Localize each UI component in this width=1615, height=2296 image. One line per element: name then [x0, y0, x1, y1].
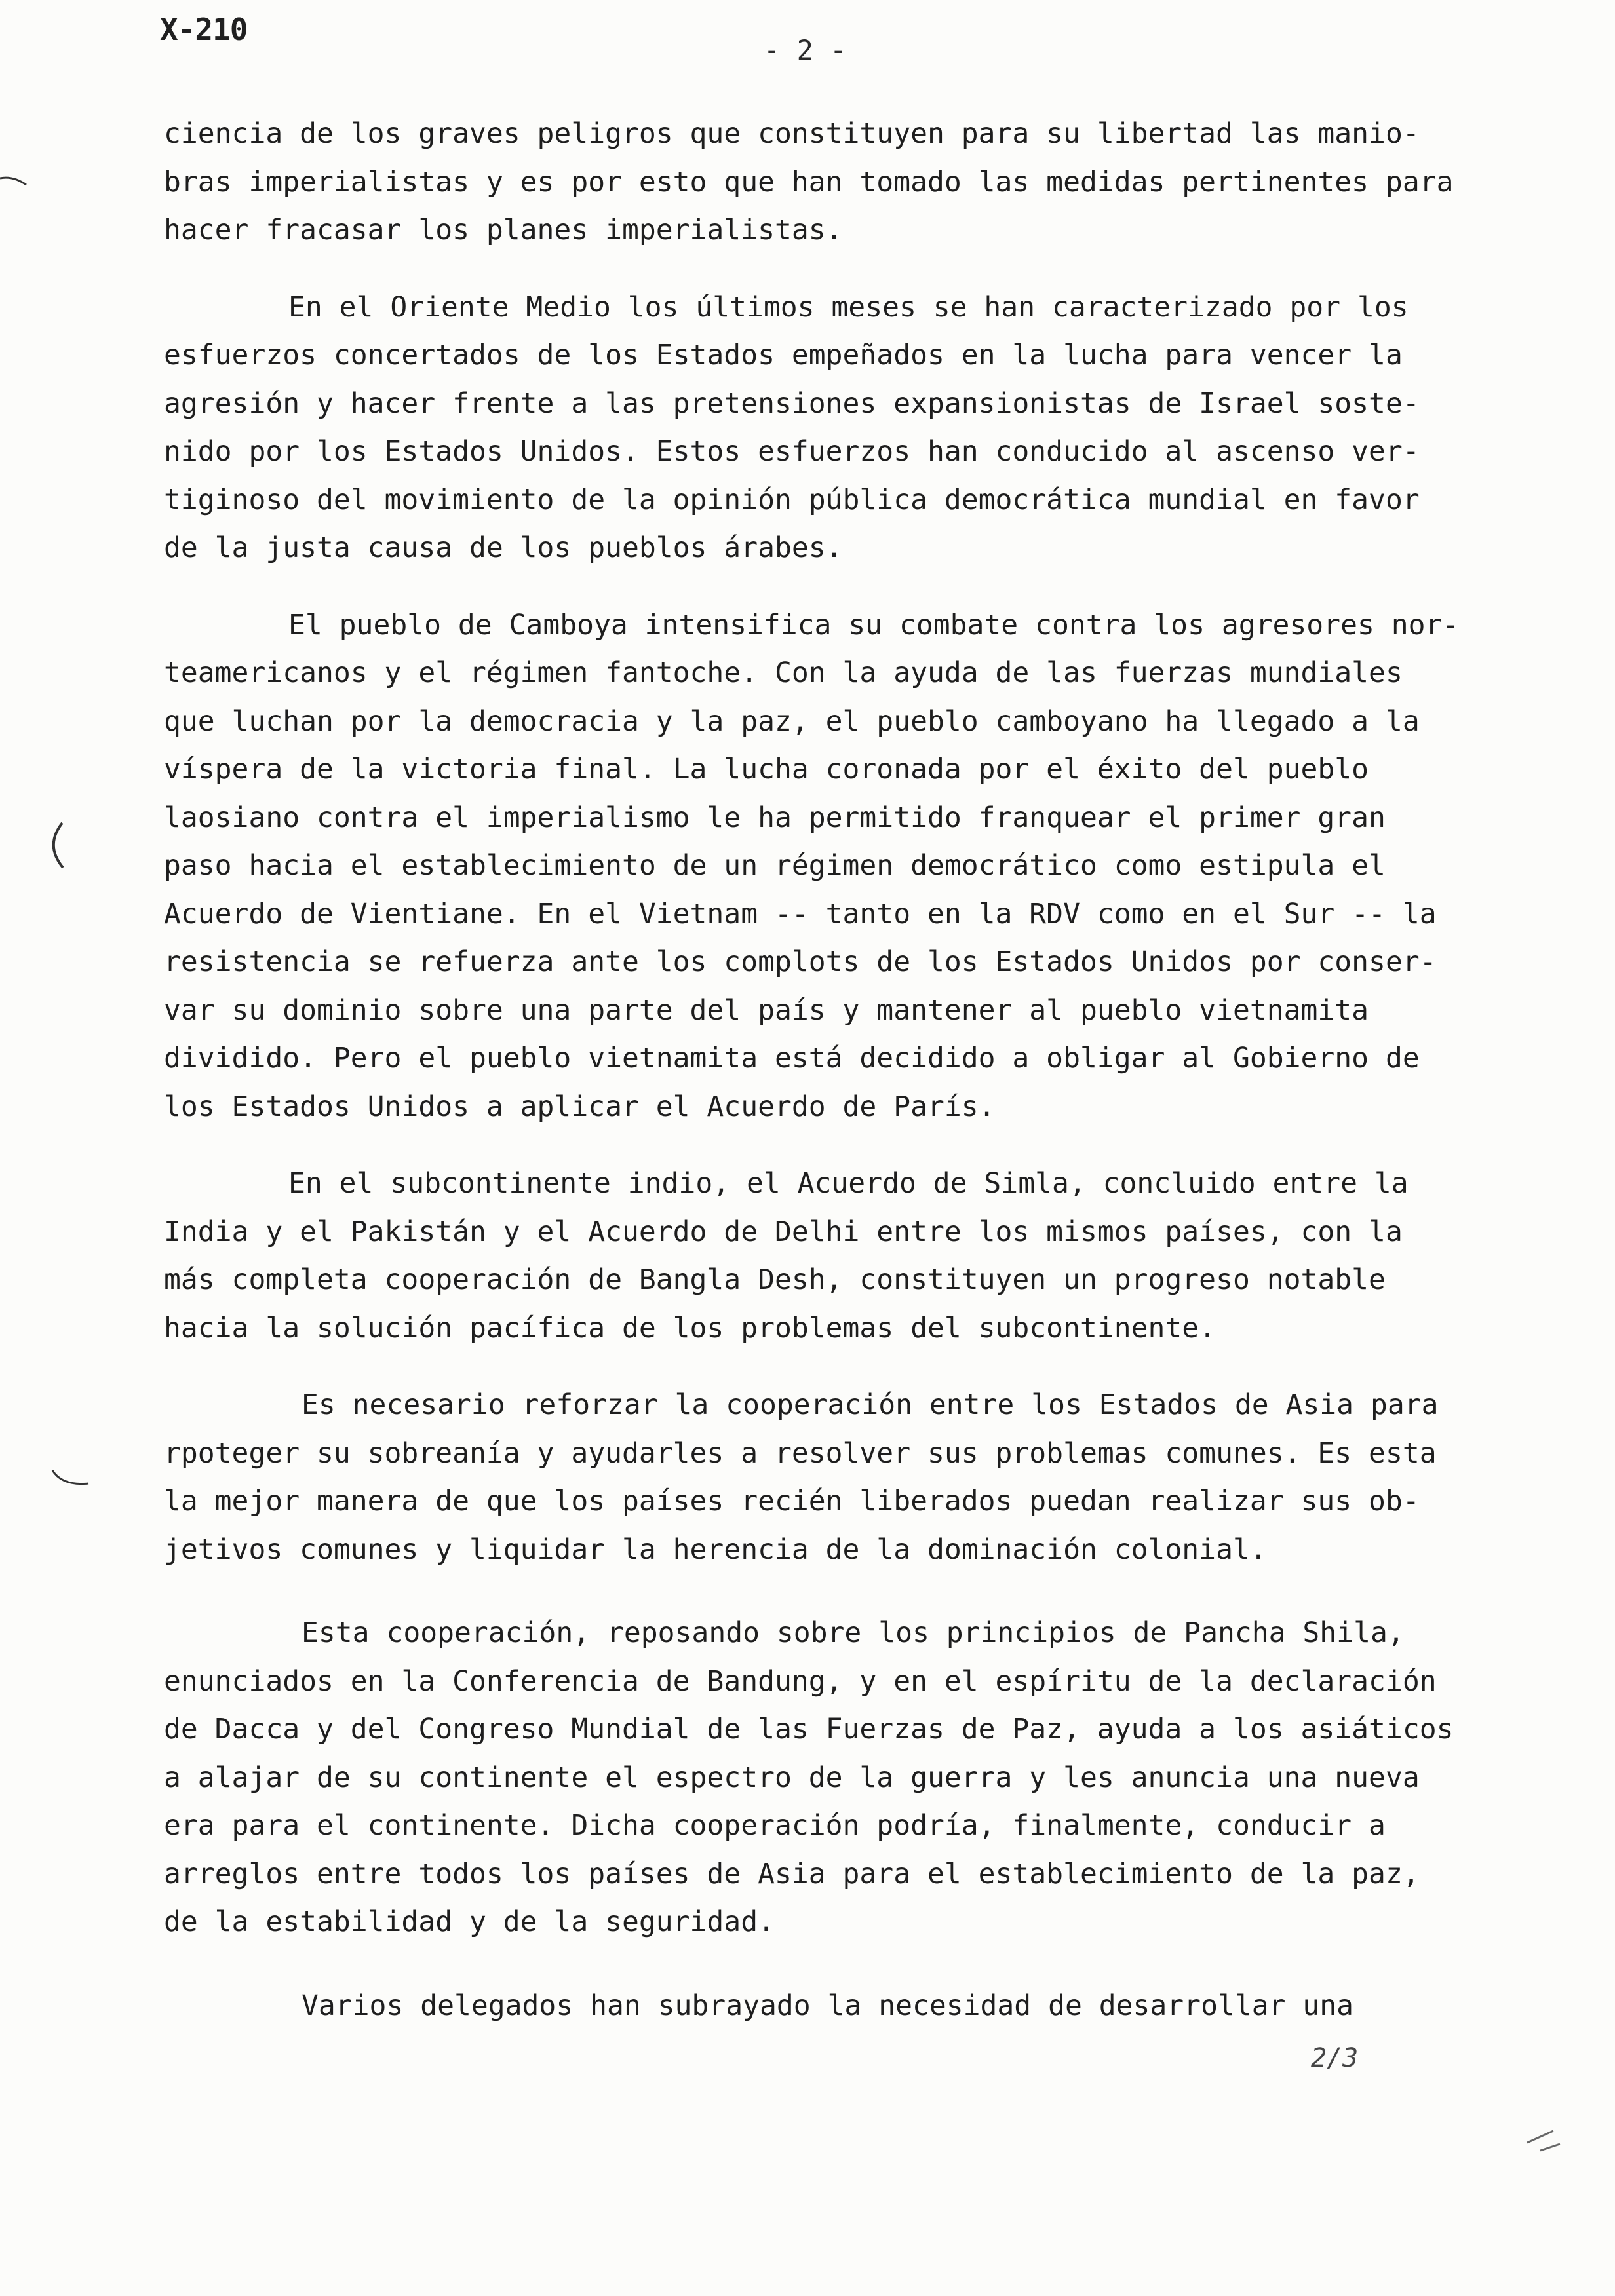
text-line: Varios delegados han subrayado la necesidad de desarrollar una — [302, 1989, 1354, 2022]
text-line: India y el Pakistán y el Acuerdo de Delhi entre los mismos países, con la — [164, 1215, 1403, 1248]
text-line: la mejor manera de que los países recién liberados puedan realizar sus ob- — [164, 1485, 1420, 1518]
text-line: víspera de la victoria final. La lucha coronada por el éxito del pueblo — [164, 753, 1369, 786]
text-line: de la estabilidad y de la seguridad. — [164, 1905, 775, 1938]
text-line: de la justa causa de los pueblos árabes. — [164, 531, 843, 564]
text-line: En el subcontinente indio, el Acuerdo de Simla, concluido entre la — [288, 1167, 1409, 1200]
document-reference: X-210 — [160, 12, 248, 47]
text-line: agresión y hacer frente a las pretensiones expansionistas de Israel soste- — [164, 387, 1420, 420]
text-line: var su dominio sobre una parte del país y mantener al pueblo vietnamita — [164, 993, 1369, 1027]
text-line: de Dacca y del Congreso Mundial de las Fuerzas de Paz, ayuda a los asiáticos — [164, 1713, 1454, 1746]
text-line: enunciados en la Conferencia de Bandung, y en el espíritu de la declaración — [164, 1664, 1437, 1698]
text-line: hacia la solución pacífica de los problemas del subcontinente. — [164, 1311, 1216, 1345]
text-line: los Estados Unidos a aplicar el Acuerdo de París. — [164, 1090, 996, 1123]
text-line: más completa cooperación de Bangla Desh, constituyen un progreso notable — [164, 1263, 1386, 1296]
text-line: jetivos comunes y liquidar la herencia de la dominación colonial. — [164, 1533, 1267, 1566]
text-line: hacer fracasar los planes imperialistas. — [164, 214, 843, 246]
text-line: bras imperialistas y es por esto que han tomado las medidas pertinentes para — [164, 165, 1454, 199]
text-line: paso hacia el establecimiento de un régimen democrático como estipula el — [164, 849, 1386, 882]
text-line: a alajar de su continente el espectro de la guerra y les anuncia una nueva — [164, 1761, 1420, 1794]
text-line: laosiano contra el imperialismo le ha permitido franquear el primer gran — [164, 801, 1386, 834]
page-number: - 2 - — [764, 34, 847, 66]
text-line: El pueblo de Camboya intensifica su combate contra los agresores nor- — [288, 608, 1460, 641]
text-line: dividido. Pero el pueblo vietnamita está decidido a obligar al Gobierno de — [164, 1042, 1420, 1075]
text-line: rpoteger su sobreanía y ayudarles a resolver sus problemas comunes. Es esta — [164, 1436, 1437, 1470]
text-line: ciencia de los graves peligros que constituyen para su libertad las manio- — [164, 117, 1420, 150]
text-line: Esta cooperación, reposando sobre los principios de Pancha Shila, — [302, 1617, 1405, 1649]
text-line: Acuerdo de Vientiane. En el Vietnam -- tanto en la RDV como en el Sur -- la — [164, 897, 1437, 930]
text-line: que luchan por la democracia y la paz, el pueblo camboyano ha llegado a la — [164, 704, 1420, 738]
text-line: tiginoso del movimiento de la opinión pública democrática mundial en favor — [164, 483, 1420, 516]
text-line: teamericanos y el régimen fantoche. Con la ayuda de las fuerzas mundiales — [164, 657, 1403, 689]
text-line: En el Oriente Medio los últimos meses se han caracterizado por los — [288, 290, 1409, 324]
text-line: nido por los Estados Unidos. Estos esfuerzos han conducido al ascenso ver- — [164, 435, 1420, 468]
text-line: resistencia se refuerza ante los complots de los Estados Unidos por conser- — [164, 946, 1437, 978]
continuation-marker: 2/3 — [1311, 2043, 1359, 2073]
text-line: Es necesario reforzar la cooperación entre los Estados de Asia para — [302, 1388, 1439, 1421]
text-line: era para el continente. Dicha cooperación podría, finalmente, conducir a — [164, 1809, 1386, 1842]
text-line: esfuerzos concertados de los Estados empeñados en la lucha para vencer la — [164, 339, 1403, 372]
text-line: arreglos entre todos los países de Asia para el establecimiento de la paz, — [164, 1857, 1420, 1890]
